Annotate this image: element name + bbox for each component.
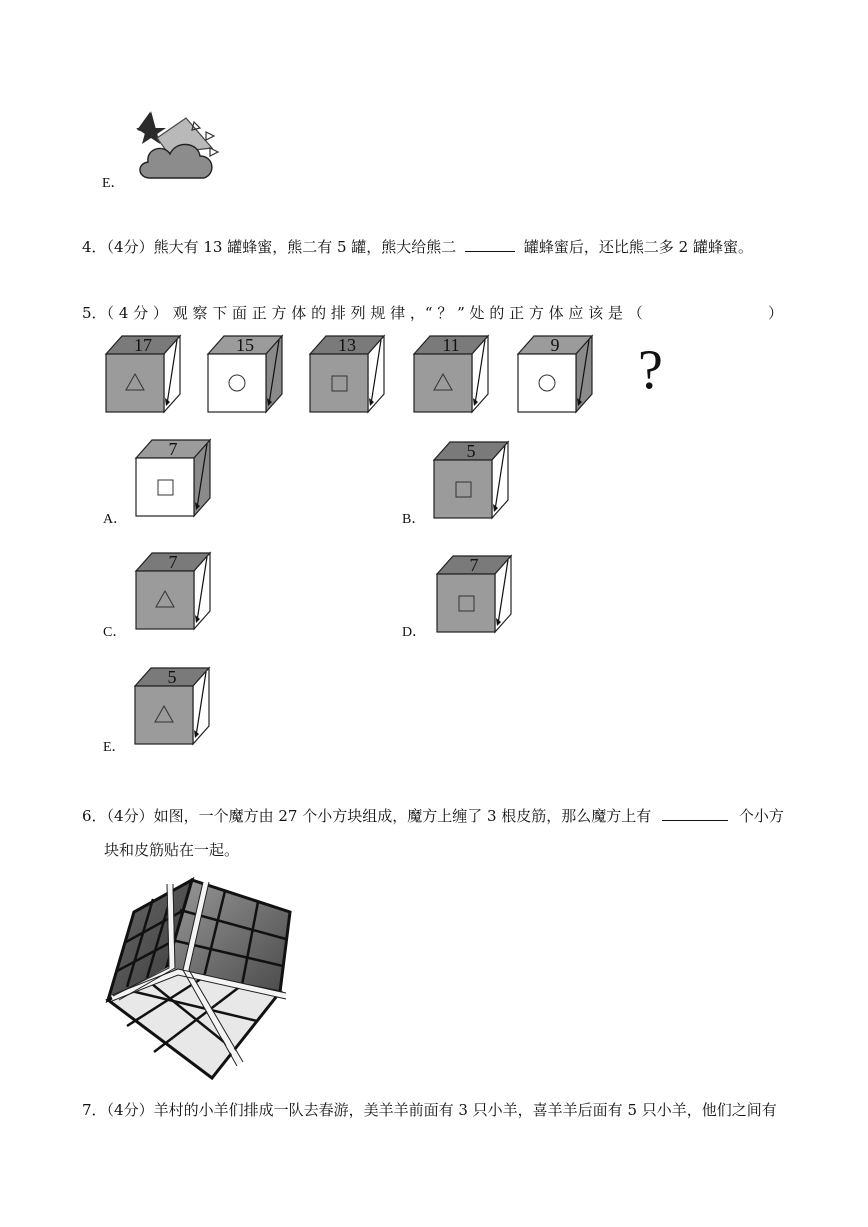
option-d[interactable] bbox=[400, 549, 520, 639]
option-e[interactable] bbox=[100, 664, 220, 754]
cube-front-face bbox=[310, 354, 368, 412]
cube-number: 17 bbox=[134, 335, 152, 355]
cube-number: 13 bbox=[338, 335, 356, 355]
question-text-after: 罐蜂蜜后，还比熊二多 2 罐蜂蜜。 bbox=[523, 238, 753, 256]
question-number: 5． bbox=[82, 304, 107, 322]
cube-front-face bbox=[414, 354, 472, 412]
option-label: B． bbox=[402, 512, 426, 527]
sequence-cube-drawing bbox=[104, 334, 184, 414]
option-cube-drawing bbox=[435, 554, 515, 634]
question-text: 如图，一个魔方由 27 个小方块组成，魔方上缠了 3 根皮筋，那么魔方上有 bbox=[153, 807, 652, 825]
cube-sequence bbox=[100, 332, 700, 416]
cube-front-face bbox=[437, 574, 495, 632]
sequence-cube bbox=[412, 334, 492, 418]
option-b[interactable] bbox=[400, 436, 520, 526]
option-label: C． bbox=[103, 625, 127, 640]
sequence-cube-drawing bbox=[206, 334, 286, 414]
cube-number: 15 bbox=[236, 335, 254, 355]
rubiks-cube-figure bbox=[100, 872, 300, 1084]
question-5 bbox=[82, 303, 643, 323]
option-label: E． bbox=[103, 740, 126, 755]
cube-front-face bbox=[518, 354, 576, 412]
cube-front-face bbox=[136, 571, 194, 629]
answer-blank[interactable] bbox=[465, 237, 515, 252]
sequence-cube bbox=[516, 334, 596, 418]
cube-front-face bbox=[136, 458, 194, 516]
question-number: 4． bbox=[82, 238, 107, 256]
option-cube-drawing bbox=[134, 438, 214, 518]
option-cube bbox=[432, 440, 512, 524]
answer-blank[interactable] bbox=[662, 806, 728, 821]
cube-front-face bbox=[434, 460, 492, 518]
option-cube bbox=[133, 666, 213, 750]
question-score: （4分） bbox=[106, 238, 154, 256]
option-label: E． bbox=[102, 176, 125, 191]
paren-close: ） bbox=[768, 304, 784, 322]
question-text: 观 察 下 面 正 方 体 的 排 列 规 律 ，“ ？ ” 处 的 正 方 体 应 该 是 （ bbox=[172, 304, 643, 322]
question-4 bbox=[82, 237, 753, 257]
cube-number: 5 bbox=[466, 441, 476, 461]
cube-number: 7 bbox=[168, 439, 178, 459]
question-text: 熊大有 13 罐蜂蜜，熊二有 5 罐，熊大给熊二 bbox=[153, 238, 457, 256]
cube-number: 7 bbox=[168, 552, 178, 572]
sequence-cube bbox=[104, 334, 184, 418]
option-label: A． bbox=[103, 512, 128, 527]
cube-front-face bbox=[135, 686, 193, 744]
rubiks-cube-image bbox=[100, 872, 300, 1084]
question-6 bbox=[82, 806, 784, 826]
option-cube bbox=[435, 554, 515, 638]
question-number: 7． bbox=[82, 1101, 107, 1119]
option-cube bbox=[134, 551, 214, 635]
cube-front-face bbox=[106, 354, 164, 412]
sequence-cube bbox=[206, 334, 286, 418]
sequence-cube-drawing bbox=[412, 334, 492, 414]
option-cube-drawing bbox=[134, 551, 214, 631]
cube-front-face bbox=[208, 354, 266, 412]
prev-option-e bbox=[102, 108, 232, 190]
cube-number: 7 bbox=[469, 555, 479, 575]
question-7 bbox=[82, 1100, 777, 1120]
question-score: （4分） bbox=[106, 1101, 154, 1119]
sequence-cube-drawing bbox=[516, 334, 596, 414]
option-cube-drawing bbox=[133, 666, 213, 746]
question-6-line2: 块和皮筋贴在一起。 bbox=[104, 841, 240, 859]
option-a[interactable] bbox=[100, 436, 220, 526]
sequence-cube bbox=[308, 334, 388, 418]
question-number: 6． bbox=[82, 807, 107, 825]
option-cube bbox=[134, 438, 214, 522]
question-text-after: 个小方 bbox=[738, 807, 784, 825]
option-label: D． bbox=[402, 625, 427, 640]
question-score: （4分） bbox=[106, 807, 154, 825]
question-score: （ 4 分 ） bbox=[106, 304, 168, 322]
cube-number: 5 bbox=[167, 667, 177, 687]
option-cube-drawing bbox=[432, 440, 512, 520]
option-c[interactable] bbox=[100, 549, 220, 639]
cube-number: 9 bbox=[550, 335, 560, 355]
question-mark: ? bbox=[638, 339, 663, 401]
question-text: 羊村的小羊们排成一队去春游，美羊羊前面有 3 只小羊，喜羊羊后面有 5 只小羊，他们之间有 bbox=[153, 1101, 777, 1119]
sequence-cube-drawing bbox=[308, 334, 388, 414]
cube-number: 11 bbox=[442, 335, 460, 355]
